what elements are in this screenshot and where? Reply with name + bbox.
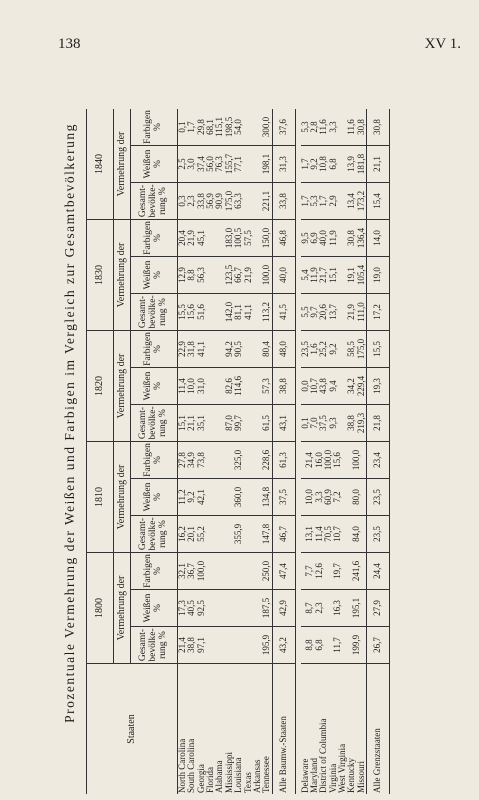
total-value: 21,1 — [367, 146, 390, 183]
increase-label: Vermehrung der — [114, 442, 131, 553]
border-states-total-row — [367, 109, 390, 794]
population-increase-table — [86, 109, 390, 794]
value-column: 8,8 6,8 11,7 199,9 — [301, 627, 367, 664]
value-column: 0,0 10,7 43,8 9,4 34,2 229,4 — [301, 368, 367, 405]
total-value: 23,5 — [367, 516, 390, 553]
subheader-whites: Weißen % — [131, 590, 178, 627]
total-value: 42,9 — [272, 590, 295, 627]
total-value: 46,7 — [272, 516, 295, 553]
year-header: 1820 — [87, 331, 114, 442]
value-column: 0,1 1,7 29,8 68,1 115,1 198,5 54,0 300,0 — [178, 109, 273, 146]
total-value: 31,3 — [272, 146, 295, 183]
total-value: 48,0 — [272, 331, 295, 368]
value-column: 22,9 31,8 41,1 94,2 90,5 80,4 — [178, 331, 273, 368]
increase-label: Vermehrung der — [114, 331, 131, 442]
value-column: 10,0 3,3 60,9 7,2 80,0 — [301, 479, 367, 516]
total-value: 37,5 — [272, 479, 295, 516]
total-value: 15,5 — [367, 331, 390, 368]
value-column: 15,5 15,6 51,6 142,0 81,1 41,1 113,2 — [178, 294, 273, 331]
subheader-colored: Farbigen % — [131, 220, 178, 257]
total-value: 46,8 — [272, 220, 295, 257]
value-column: 27,8 34,9 73,8 325,0 228,6 — [178, 442, 273, 479]
value-column: 16,2 20,1 55,2 355,9 147,8 — [178, 516, 273, 553]
rotated-table-area — [56, 52, 471, 794]
total-value: 41,5 — [272, 294, 295, 331]
total-value: 24,4 — [367, 553, 390, 590]
running-header: XV 1. — [424, 36, 461, 52]
value-column: 15,1 21,1 35,1 87,0 99,7 61,5 — [178, 405, 273, 442]
value-column: 1,7 9,2 10,8 6,8 13,9 181,8 — [301, 146, 367, 183]
subheader-colored: Farbigen % — [131, 442, 178, 479]
total-value: 15,4 — [367, 183, 390, 220]
value-column: 5,4 11,9 21,7 15,1 19,1 105,4 — [301, 257, 367, 294]
value-column: 13,1 11,4 70,5 10,7 84,0 — [301, 516, 367, 553]
table-title: Prozentuale Vermehrung der Weißen und Farbigen im Vergleich zur Gesamtbevölkerung — [62, 123, 77, 723]
value-column: 20,4 21,9 45,1 183,0 100,5 57,5 150,0 — [178, 220, 273, 257]
subheader-total: Gesamt-bevölke-rung % — [131, 627, 178, 664]
year-header: 1810 — [87, 442, 114, 553]
value-column: 12,9 8,8 56,3 123,5 66,7 21,9 100,0 — [178, 257, 273, 294]
subheader-whites: Weißen % — [131, 257, 178, 294]
increase-label: Vermehrung der — [114, 109, 131, 220]
increase-label: Vermehrung der — [114, 220, 131, 331]
total-value: 23,4 — [367, 442, 390, 479]
total-value: 37,6 — [272, 109, 295, 146]
value-column: 2,5 3,0 37,4 56,0 76,3 155,7 77,1 198,1 — [178, 146, 273, 183]
subheader-whites: Weißen % — [131, 146, 178, 183]
value-column: 32,1 36,7 100,0 250,0 — [178, 553, 273, 590]
total-value: 43,1 — [272, 405, 295, 442]
rotated-page-content — [56, 52, 471, 794]
value-column: 1,7 5,3 1,7 2,9 13,4 173,2 — [301, 183, 367, 220]
total-value: 33,8 — [272, 183, 295, 220]
total-value: 23,5 — [367, 479, 390, 516]
increase-label: Vermehrung der — [114, 553, 131, 664]
total-value: 19,0 — [367, 257, 390, 294]
value-column: 17,3 40,5 92,5 187,5 — [178, 590, 273, 627]
subheader-colored: Farbigen % — [131, 553, 178, 590]
value-column: 5,5 9,7 20,6 13,7 21,9 111,0 — [301, 294, 367, 331]
border-state-names: Delaware Maryland District of Columbia Virginia West Virginia Kentucky Missouri — [299, 718, 366, 793]
states-header: Staaten — [87, 664, 178, 795]
cotton-state-names: North Carolina South Carolina Georgia Florida Alabama Mississippi Louisiana Texas Arkansas Tennessee — [177, 738, 272, 793]
total-value: 17,2 — [367, 294, 390, 331]
subheader-whites: Weißen % — [131, 479, 178, 516]
page-number: 138 — [58, 36, 81, 52]
value-column: 0,3 2,3 33,8 56,9 90,9 175,0 63,3 221,1 — [178, 183, 273, 220]
total-value: 30,8 — [367, 109, 390, 146]
total-value: 43,2 — [272, 627, 295, 664]
value-column: 5,3 2,8 11,6 3,3 11,6 30,8 — [301, 109, 367, 146]
value-column: 11,2 9,2 42,1 360,0 134,8 — [178, 479, 273, 516]
cotton-states-total-row — [272, 109, 295, 794]
value-column: 7,7 12,6 19,7 241,6 — [301, 553, 367, 590]
cotton-states-block — [178, 109, 273, 794]
total-value: 14,0 — [367, 220, 390, 257]
subheader-total: Gesamt-bevölke-rung % — [131, 516, 178, 553]
total-value: 40,0 — [272, 257, 295, 294]
value-column: 11,4 10,0 31,0 82,6 114,6 57,3 — [178, 368, 273, 405]
border-states-block — [301, 109, 367, 794]
total-value: 47,4 — [272, 553, 295, 590]
total-value: 61,3 — [272, 442, 295, 479]
subheader-colored: Farbigen % — [131, 331, 178, 368]
total-value: 19,3 — [367, 368, 390, 405]
total-label: Alle Baumw.-Staaten — [272, 664, 295, 795]
subheader-whites: Weißen % — [131, 368, 178, 405]
value-column: 21,4 16,0 100,0 15,6 100,0 — [301, 442, 367, 479]
total-value: 27,9 — [367, 590, 390, 627]
subheader-total: Gesamt-bevölke-rung % — [131, 183, 178, 220]
year-header: 1840 — [87, 109, 114, 220]
subheader-colored: Farbigen % — [131, 109, 178, 146]
subheader-total: Gesamt-bevölke-rung % — [131, 405, 178, 442]
year-header: 1830 — [87, 220, 114, 331]
year-header: 1800 — [87, 553, 114, 664]
total-value: 21,8 — [367, 405, 390, 442]
value-column: 9,5 6,9 40,0 11,9 30,8 136,4 — [301, 220, 367, 257]
value-column: 23,5 1,6 25,2 9,2 58,5 175,0 — [301, 331, 367, 368]
total-value: 38,8 — [272, 368, 295, 405]
value-column: 21,4 38,8 97,1 195,9 — [178, 627, 273, 664]
value-column: 8,7 2,3 16,3 195,1 — [301, 590, 367, 627]
value-column: 0,1 7,0 37,5 9,3 38,8 219,3 — [301, 405, 367, 442]
total-label: Alle Grenzstaaten — [367, 664, 390, 795]
subheader-total: Gesamt-bevölke-rung % — [131, 294, 178, 331]
total-value: 26,7 — [367, 627, 390, 664]
